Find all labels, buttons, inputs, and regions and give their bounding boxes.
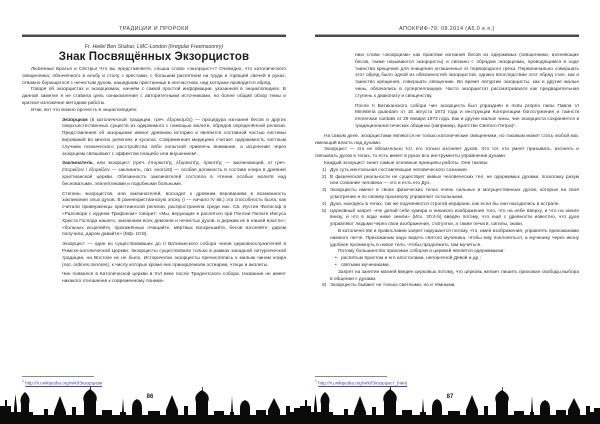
paragraph: Экзорцист — это не обязательно тот, кто только изгоняет духов. Это тот, кто умеет призывать, изгонять и связывать духов в телах, то есть имеет в руках все инструменты управления духами. — [315, 147, 579, 160]
list-item: 4) Духи, находясь в телах, так же подчиняются строгой иерархии, как если бы они находились в астрале. — [322, 201, 560, 207]
term-lead: Экзорцизм — [62, 117, 88, 123]
bullet-item: • святыми мучениками. — [335, 262, 390, 268]
paragraph: На самом деле, экзорцистами являются не только католические священники, но таковым может стать любой маг, имеющий власть над духами. — [315, 133, 579, 146]
term-lead: Заклинатель — [62, 161, 93, 167]
paragraph: Любезные Братья и Сёстры! Что вы представляете, слыша слово «экзорцист»? Очевидно, что католического священника, облачённого в альбу и столу с крестами, с большим распятием на груди и горящей свечей в руках, отважно борющегося с нечистым духом, нашедшим пристанище в несчастном, над которым проводится обряд. — [22, 67, 286, 86]
footnote-area-left — [22, 376, 286, 386]
page-left-body — [22, 67, 286, 339]
paragraph: Говоря об экзорцистах и экзорцизмах, начнём с самой простой информации, указанной в энциклопедиях. В данной заметке я не ставила цель ознакомления с авторитетными источниками, но более общий обзор темы и краткое изложение методики работы. — [22, 87, 286, 106]
running-head-rule — [315, 34, 579, 37]
page-right-body — [315, 50, 579, 350]
quote-paragraph: Экзорцист — один из существовавших до II Ватиканского собора чинов церковнослужителей в Римско-католической Церкви. Экзорцисты существовали только в рамках западной литургической традиции, на Востоке их не было. Исторически экзорцисты причислялись к малым чинам клира (лат. ordines minores), к числу которых кроме них принадлежали остиарии, чтецы и аколиты. — [62, 242, 286, 268]
paragraph: Итак, вот что можно прочесть в энциклопедиях: — [31, 107, 138, 113]
city-skyline-silhouette — [0, 386, 600, 424]
footnote-link[interactable]: http://ru.wikipedia.org/wiki/Экзорцизм — [25, 381, 103, 386]
list-item: 2) В физической реальности не существует живых человеческих тел, не одержимых духами, поскольку разум или сознание человека — это и есть его Дух. — [322, 174, 579, 187]
running-head-left: ТРАДИЦИИ И ПРОРОКИ — [119, 26, 189, 32]
list-number: 6) — [322, 283, 327, 289]
list-sub-paragraph: Потому большинство прихожан соборов и церквей является одержимыми: — [338, 249, 505, 255]
list-number: 3) — [322, 188, 327, 194]
bullet-dot: • — [335, 256, 337, 262]
bullet-dot: • — [335, 262, 337, 268]
quote-paragraph: Чин появился в Католической церкви в XVI веке после Тридентского собора. Название не имеет никакого отношения к современному понима- — [62, 272, 286, 285]
footnote-rule — [22, 376, 94, 377]
page-right — [300, 0, 600, 424]
running-head-rule — [22, 34, 286, 37]
author-line: Fr. Heilel Ben Shahar, LMC-London (Irregular Freemasonry) — [84, 44, 224, 50]
footnote-link[interactable]: http://ru.wikipedia.org/wiki/Экзорцист_(чин) — [318, 381, 408, 386]
paragraph: Каждый экзорцист знает самые основные принципы работы. Они таковы: — [324, 160, 489, 166]
list-number: 4) — [322, 201, 327, 207]
footnote-marker: 1 — [315, 379, 317, 384]
page-number-left: 86 — [146, 394, 154, 400]
bullet-item: • распятым Христом и его апостолами, непорочной Девой и др.; — [335, 256, 481, 262]
list-number: 1) — [322, 167, 327, 173]
list-sub-paragraph: Запрет на занятие магией введён церковью потому, что церковь желает лишить прихожан свободы выбора в общении с духами. — [330, 269, 579, 282]
list-item: 6) Экзорцисты бывают не только светлыми, но и тёмными. — [322, 283, 456, 289]
quote-paragraph: нию слова «экзорцизм» как практики изгнания бесов из одержимых (священники, изгоняющие бесов, также называются экзорцисты) и связано с обрядом экзорцизма, проводящимся в ходе таинства крещения для очищения оглашенных от первородного греха. Первоначально совершать этот обряд было одной из обязанностей экзорцистов, однако впоследствии этот обряд стал, как и таинство крещения, совершать священник. Во время литургии экзорцисты, как и другие малые чины, облачались в суперпеллицеум. Часто экзорцистат рассматривался как предварительная ступень к диаконату и священству. — [355, 53, 579, 99]
article-title: Знак Посвящённых Экзорцистов — [58, 51, 250, 63]
list-number: 2) — [322, 174, 327, 180]
list-sub-paragraph: В католичестве и православии запрет нарушается потому, что, имея изображения, управлять прихожанами намного легче. Прихожанам надо видеть святого мученика, чтобы ему поклоняться, а мученику через икону удобнее проникнуть в новое тело, чтобы продолжить там мучиться. — [330, 228, 579, 248]
list-item: 1) Дух суть ментальная составляющая человеческого сознания. — [322, 167, 468, 173]
list-item: 3) Экзорцисты имеют в своих физических телах очень сильных и могущественных духов, которые на своё усмотрение и по своему произволу управляют остальными. — [322, 188, 579, 200]
page-number-right: 87 — [446, 394, 454, 400]
footnote-marker: 1 — [22, 379, 24, 384]
footnote-rule — [315, 376, 387, 377]
quote-paragraph: Заклинатель, или экзорцист (греч. ἐπορκιστής, ἐξορκιστής, ὁρκιστής — заклинающий, от греч. ἐπορκίζειν / ἐξορκίζειν — заклинать, лат. exorcist) — особая должность в составе клира в древней христианской церкви. Обязанность заклинателей состояла в чтении особых молитв над бесноватыми, эпилептиками и подобными больными. — [62, 161, 286, 187]
list-item: 5) Церковный запрет «Не делай себе кумира и никакого изображения того, что на небе вверху, и что на земле внизу, и что в воде ниже земли» (Исх. 20:4-5) введён потому, что ещё с древности известно, что духи управляют людьми через свои изображения, статуэтки, а также печати, сигилы, знаки. — [322, 208, 579, 228]
quote-paragraph: Степень экзорцистов, или заклинателей, восходит к древним верованиям в возможность заклинания злых духов. В раннехристианскую эпоху (I — начало IV вв.) эта способность была, как считали приверженцы христианской религии, распространена среди них. Св. Иустин Философ в «Разговоре с иудеем Трифоном» говорит: «Мы, верующие в распятого при Понтии Пилате Иисуса Христа Господа нашего, заклинаем всех демонов и нечистых духов, и держим их в нашей власти»; «больных исцеляйте, прокажённых очищайте, мёртвых воскрешайте, бесов изгоняйте; даром получили, даром давайте» (Мф. 10:8). — [62, 191, 286, 238]
quote-paragraph: Экзорцизм (в католической традиции, греч. ἐξορκισμός) — процедура изгнания бесов и других сверхъестественных существ из одержимого с помощью молитв, обрядов определённой религии. Представления об экзорцизме имеют древнюю историю и являются составной частью системы верований во многих религиях и культах. Современная медицина считает одержимость частным случаем психического расстройства либо попыткой привлечь внимание, а исцеление через экзорцизм связывают с эффектом плацебо или внушением¹. — [62, 117, 286, 157]
quote-paragraph: После II Ватиканского собора чин экзорциста был упразднён в motu proprio папы Павла VI Ministeria quaedam от 15 августа 1972 года и инструкции Конгрегации богослужения и таинств Immensae caritatis от 29 января 1973 года. Как и другие малые чины, чин экзорциста сохраняется в традиционалистических общинах (например, Братстве Святого Петра)¹. — [355, 103, 579, 129]
footnote-area-right — [315, 376, 579, 386]
running-head-right: АПОКРИФ-79: 08.2014 (A5.0 e.n.) — [399, 26, 495, 32]
list-number: 5) — [322, 208, 327, 214]
